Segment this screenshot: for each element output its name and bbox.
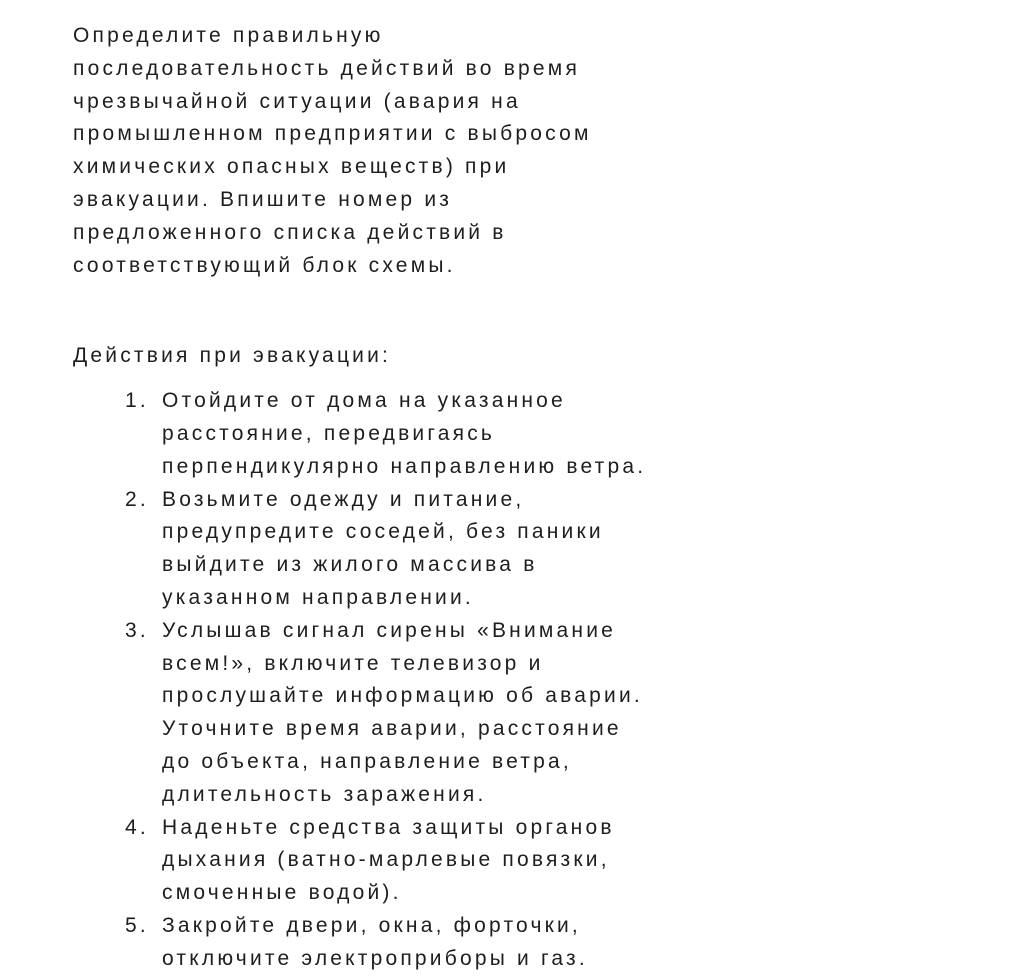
instruction-line: промышленном предприятии с выбросом — [73, 122, 592, 146]
instruction-line: химических опасных веществ) при — [73, 155, 510, 179]
action-number: 5. — [125, 913, 149, 937]
action-number: 2. — [125, 487, 149, 511]
action-text-line: Возьмите одежду и питание, — [162, 487, 525, 511]
action-text-line: Уточните время аварии, расстояние — [162, 717, 622, 741]
action-text-line: дыхания (ватно-марлевые повязки, — [162, 848, 610, 872]
action-number: 3. — [125, 618, 149, 642]
action-text-line: прослушайте информацию об аварии. — [162, 684, 643, 708]
actions-list — [73, 385, 1013, 975]
action-text-line: смоченные водой). — [162, 881, 402, 905]
action-text-line: Отойдите от дома на указанное — [162, 389, 566, 413]
action-text-line: расстояние, передвигаясь — [162, 421, 496, 445]
action-item-4 — [73, 812, 1013, 910]
action-item-3 — [73, 615, 1013, 812]
action-text-line: Закройте двери, окна, форточки, — [162, 913, 581, 937]
action-number: 4. — [125, 815, 149, 839]
action-text-line: до объекта, направление ветра, — [162, 749, 572, 773]
action-item-5 — [73, 910, 1013, 976]
instruction-line: соответствующий блок схемы. — [73, 253, 456, 277]
action-item-1 — [73, 385, 1013, 483]
action-text-line: перпендикулярно направлению ветра. — [162, 454, 647, 478]
instruction-line: Определите правильную — [73, 24, 384, 47]
document — [73, 20, 1013, 976]
action-text-line: отключите электроприборы и газ. — [162, 946, 588, 970]
actions-heading: Действия при эвакуации: — [73, 344, 392, 368]
action-text-line: указанном направлении. — [162, 585, 474, 609]
action-text-line: всем!», включите телевизор и — [162, 651, 544, 675]
action-text-line: Наденьте средства защиты органов — [162, 815, 615, 839]
action-item-2 — [73, 484, 1013, 615]
instruction-line: эвакуации. Впишите номер из — [73, 187, 453, 211]
action-number: 1. — [125, 389, 149, 413]
instruction-line: чрезвычайной ситуации (авария на — [73, 89, 521, 113]
action-text-line: выйдите из жилого массива в — [162, 553, 538, 577]
action-text-line: длительность заражения. — [162, 782, 487, 806]
instruction-line: предложенного списка действий в — [73, 220, 507, 244]
action-text-line: Услышав сигнал сирены «Внимание — [162, 618, 617, 642]
instruction-line: последовательность действий во время — [73, 56, 581, 80]
action-text-line: предупредите соседей, без паники — [162, 520, 604, 544]
task-instructions — [73, 20, 1013, 282]
